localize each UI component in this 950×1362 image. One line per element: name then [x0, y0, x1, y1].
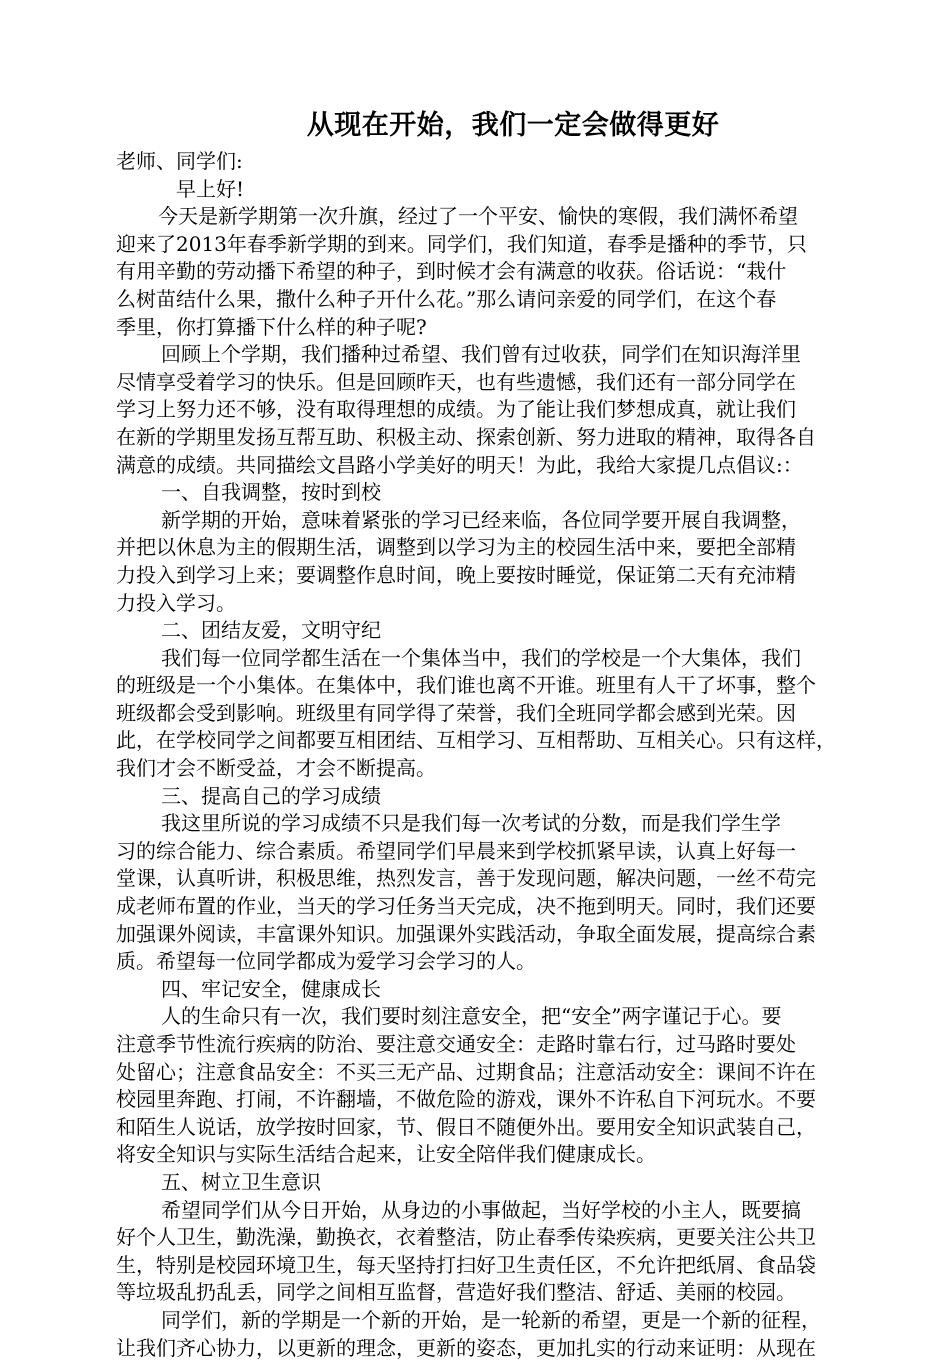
text-line: 和陌生人说话，放学按时回家，节、假日不随便外出。要用安全知识武装自己， [116, 1114, 816, 1139]
section-heading: 二、团结友爱，文明守纪 [161, 618, 381, 643]
text-line: 让我们齐心协力，以更新的理念，更新的姿态，更加扎实的行动来证明：从现在 [116, 1335, 816, 1360]
text-line: 学习上努力还不够，没有取得理想的成绩。为了能让我们梦想成真，就让我们 [116, 397, 796, 422]
text-line: 人的生命只有一次，我们要时刻注意安全，把“安全”两字谨记于心。要 [161, 1004, 782, 1029]
text-line: 生，特别是校园环境卫生，每天坚持打扫好卫生责任区，不允许把纸屑、食品袋 [116, 1252, 816, 1277]
text-line: 我这里所说的学习成绩不只是我们每一次考试的分数，而是我们学生学 [161, 811, 781, 836]
text-line: 我们每一位同学都生活在一个集体当中，我们的学校是一个大集体，我们 [161, 645, 801, 670]
section-heading: 四、牢记安全，健康成长 [161, 976, 381, 1001]
text-line: 迎来了2013年春季新学期的到来。同学们，我们知道，春季是播种的季节，只 [116, 231, 807, 256]
text-line: 新学期的开始，意味着紧张的学习已经来临，各位同学要开展自我调整， [161, 507, 801, 532]
text-line: 早上好! [176, 176, 245, 201]
text-line: 我们才会不断受益，才会不断提高。 [116, 756, 436, 781]
text-line: 好个人卫生，勤洗澡，勤换衣，衣着整洁，防止春季传染疾病，更要关注公共卫 [116, 1225, 816, 1250]
text-line: 在新的学期里发扬互帮互助、积极主动、探索创新、努力进取的精神，取得各自 [116, 424, 816, 449]
text-line: 今天是新学期第一次升旗，经过了一个平安、愉快的寒假，我们满怀希望 [158, 204, 798, 229]
text-line: 班级都会受到影响。班级里有同学得了荣誉，我们全班同学都会感到光荣。因 [116, 700, 796, 725]
text-line: 质。希望每一位同学都成为爱学习会学习的人。 [116, 949, 536, 974]
text-line: 的班级是一个小集体。在集体中，我们谁也离不开谁。班里有人干了坏事，整个 [116, 673, 816, 698]
text-line: 成老师布置的作业，当天的学习任务当天完成，决不拖到明天。同时，我们还要 [116, 894, 816, 919]
text-line: 习的综合能力、综合素质。希望同学们早晨来到学校抓紧早读，认真上好每一 [116, 838, 796, 863]
text-line: 同学们，新的学期是一个新的开始，是一轮新的希望，更是一个新的征程， [161, 1307, 821, 1332]
text-line: 么树苗结什么果，撒什么种子开什么花。”那么请问亲爱的同学们，在这个春 [116, 286, 777, 311]
text-line: 堂课，认真听讲，积极思维，热烈发言，善于发现问题，解决问题，一丝不苟完 [116, 866, 816, 891]
text-line: 满意的成绩。共同描绘文昌路小学美好的明天！为此，我给大家提几点倡议:： [116, 452, 803, 477]
text-line: 加强课外阅读，丰富课外知识。加强课外实践活动，争取全面发展，提高综合素 [116, 921, 816, 946]
text-line: 注意季节性流行疾病的防治、要注意交通安全：走路时靠右行，过马路时要处 [116, 1032, 796, 1056]
document-body [116, 148, 868, 1362]
text-line: 力投入学习。 [116, 590, 236, 615]
section-heading: 五、树立卫生意识 [161, 1169, 321, 1194]
text-line: 老师、同学们: [116, 149, 243, 173]
section-heading: 一、自我调整，按时到校 [161, 480, 381, 505]
text-line: 此，在学校同学之间都要互相团结、互相学习、互相帮助、互相关心。只有这样， [116, 728, 836, 753]
text-line: 处留心；注意食品安全：不买三无产品、过期食品；注意活动安全：课间不许在 [116, 1059, 816, 1084]
text-line: 并把以休息为主的假期生活，调整到以学习为主的校园生活中来，要把全部精 [116, 535, 796, 560]
document-title: 从现在开始，我们一定会做得更好 [306, 110, 720, 141]
text-line: 等垃圾乱扔乱丢，同学之间相互监督，营造好我们整洁、舒适、美丽的校园。 [116, 1280, 796, 1305]
text-line: 季里，你打算播下什么样的种子呢? [116, 314, 427, 339]
section-heading: 三、提高自己的学习成绩 [161, 783, 381, 808]
text-line: 回顾上个学期，我们播种过希望、我们曾有过收获，同学们在知识海洋里 [161, 342, 801, 367]
text-line: 希望同学们从今日开始，从身边的小事做起，当好学校的小主人，既要搞 [161, 1197, 801, 1222]
text-line: 将安全知识与实际生活结合起来，让安全陪伴我们健康成长。 [116, 1142, 656, 1167]
text-line: 尽情享受着学习的快乐。但是回顾昨天，也有些遗憾，我们还有一部分同学在 [116, 369, 796, 394]
text-line: 力投入到学习上来；要调整作息时间，晚上要按时睡觉，保证第二天有充沛精 [116, 562, 796, 587]
text-line: 校园里奔跑、打闹，不许翻墙，不做危险的游戏，课外不许私自下河玩水。不要 [116, 1087, 816, 1112]
text-line: 有用辛勤的劳动播下希望的种子，到时候才会有满意的收获。俗话说：“栽什 [116, 259, 787, 284]
